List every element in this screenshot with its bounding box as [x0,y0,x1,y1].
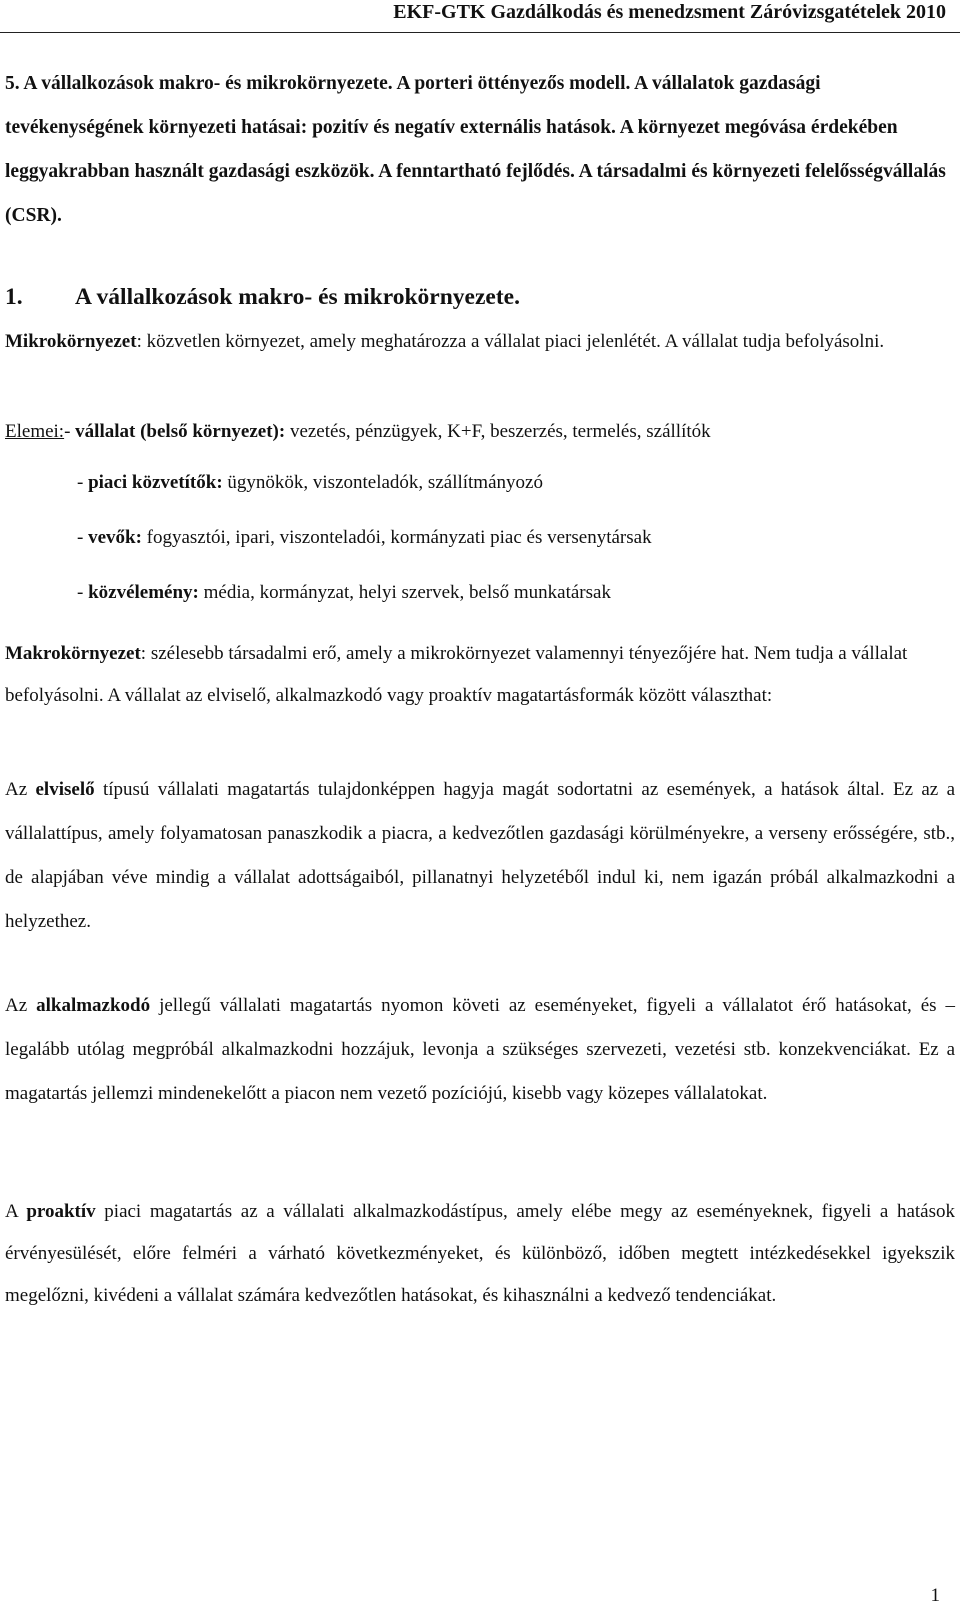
alkalmazkodo-pre: Az [5,995,37,1016]
header-rule [0,32,960,33]
section-heading [5,281,955,313]
page-number: 1 [930,1585,940,1606]
term-mikrokornyezet: Mikrokörnyezet [5,331,137,352]
list-text: ügynökök, viszonteladók, szállítmányozó [222,472,543,493]
paragraph-proaktiv [5,1191,955,1317]
proaktiv-pre: A [5,1201,27,1222]
paragraph-elemei [5,411,955,453]
term-alkalmazkodo: alkalmazkodó [36,995,151,1016]
list-dash: - [77,582,89,603]
list-item [77,579,937,607]
list-dash: - [77,527,89,548]
elemei-text: vezetés, pénzügyek, K+F, beszerzés, termelés, szállítók [285,421,711,442]
list-term: közvélemény: [88,582,199,603]
list-dash: - [77,472,89,493]
term-proaktiv: proaktív [26,1201,96,1222]
list-item [77,524,937,552]
paragraph-mikrokornyezet [5,321,955,363]
list-term: vevők: [88,527,142,548]
section-number: 1. [5,284,23,310]
term-makrokornyezet: Makrokörnyezet [5,643,141,664]
list-term: piaci közvetítők: [88,472,223,493]
list-text: média, kormányzat, helyi szervek, belső munkatársak [198,582,611,603]
elviselo-pre: Az [5,779,36,800]
term-vallalat: vállalat (belső környezet): [75,421,286,442]
term-elviselo: elviselő [35,779,95,800]
paragraph-makrokornyezet [5,633,955,717]
elemei-dash: - [64,421,76,442]
makro-definition: : szélesebb társadalmi erő, amely a mikrokörnyezet valamennyi tényezőjére hat. Nem tudja a vállalat befolyásolni. A vállalat az elviselő, alkalmazkodó vagy proaktív magatartásformák között választhat: [5,643,908,706]
document-title: 5. A vállalkozások makro- és mikrokörnyezete. A porteri öttényezős modell. A vállalatok gazdasági tevékenységének környezeti hatásai: pozitív és negatív externális hatások. A környezet megóvása érdekében leggyakrabban használt gazdasági eszközök. A fenntartható fejlődés. A társadalmi és környezeti felelősségvállalás (CSR). [5,73,946,226]
paragraph-alkalmazkodo [5,984,955,1116]
mikro-definition: : közvetlen környezet, amely meghatározza a vállalat piaci jelenlétét. A vállalat tudja befolyásolni. [136,331,885,352]
running-header: EKF-GTK Gazdálkodás és menedzsment Záróvizsgatételek 2010 [393,1,946,23]
elviselo-text: típusú vállalati magatartás tulajdonképpen hagyja magát sodortatni az események, a hatások által. Ez az a vállalattípus, amely folyamatosan panaszkodik a piacra, a kedvezőtlen gazdasági körülményekre, a verseny erősségére, stb., de alapjában véve mindig a vállalat adottságaiból, pillanatnyi helyzetéből indul ki, nem igazán próbál alkalmazkodni a helyzethez. [5,779,956,932]
list-item [77,469,937,497]
proaktiv-text: piaci magatartás az a vállalati alkalmazkodástípus, amely elébe megy az eseményeknek, figyeli a hatások érvényesülését, előre felméri a várható következményeket, és különböző, időben megtett intézkedésekkel igyekszik megelőzni, kivédeni a vállalat számára kedvezőtlen hatásokat, és kihasználni a kedvező tendenciákat. [5,1201,955,1306]
paragraph-elviselo [5,768,955,944]
elemei-label: Elemei: [5,421,65,442]
alkalmazkodo-text: jellegű vállalati magatartás nyomon követi az eseményeket, figyeli a vállalatot érő hatásokat, és – legalább utólag megpróbál alkalmazkodni hozzájuk, levonja a szükséges szervezeti, vezetési stb. konzekvenciákat. Ez a magatartás jellemzi mindenekelőtt a piacon nem vezető pozíciójú, kisebb vagy közepes vállalatokat. [5,995,955,1104]
section-title: A vállalkozások makro- és mikrokörnyezete. [75,284,520,310]
list-text: fogyasztói, ipari, viszonteladói, kormányzati piac és versenytársak [141,527,652,548]
